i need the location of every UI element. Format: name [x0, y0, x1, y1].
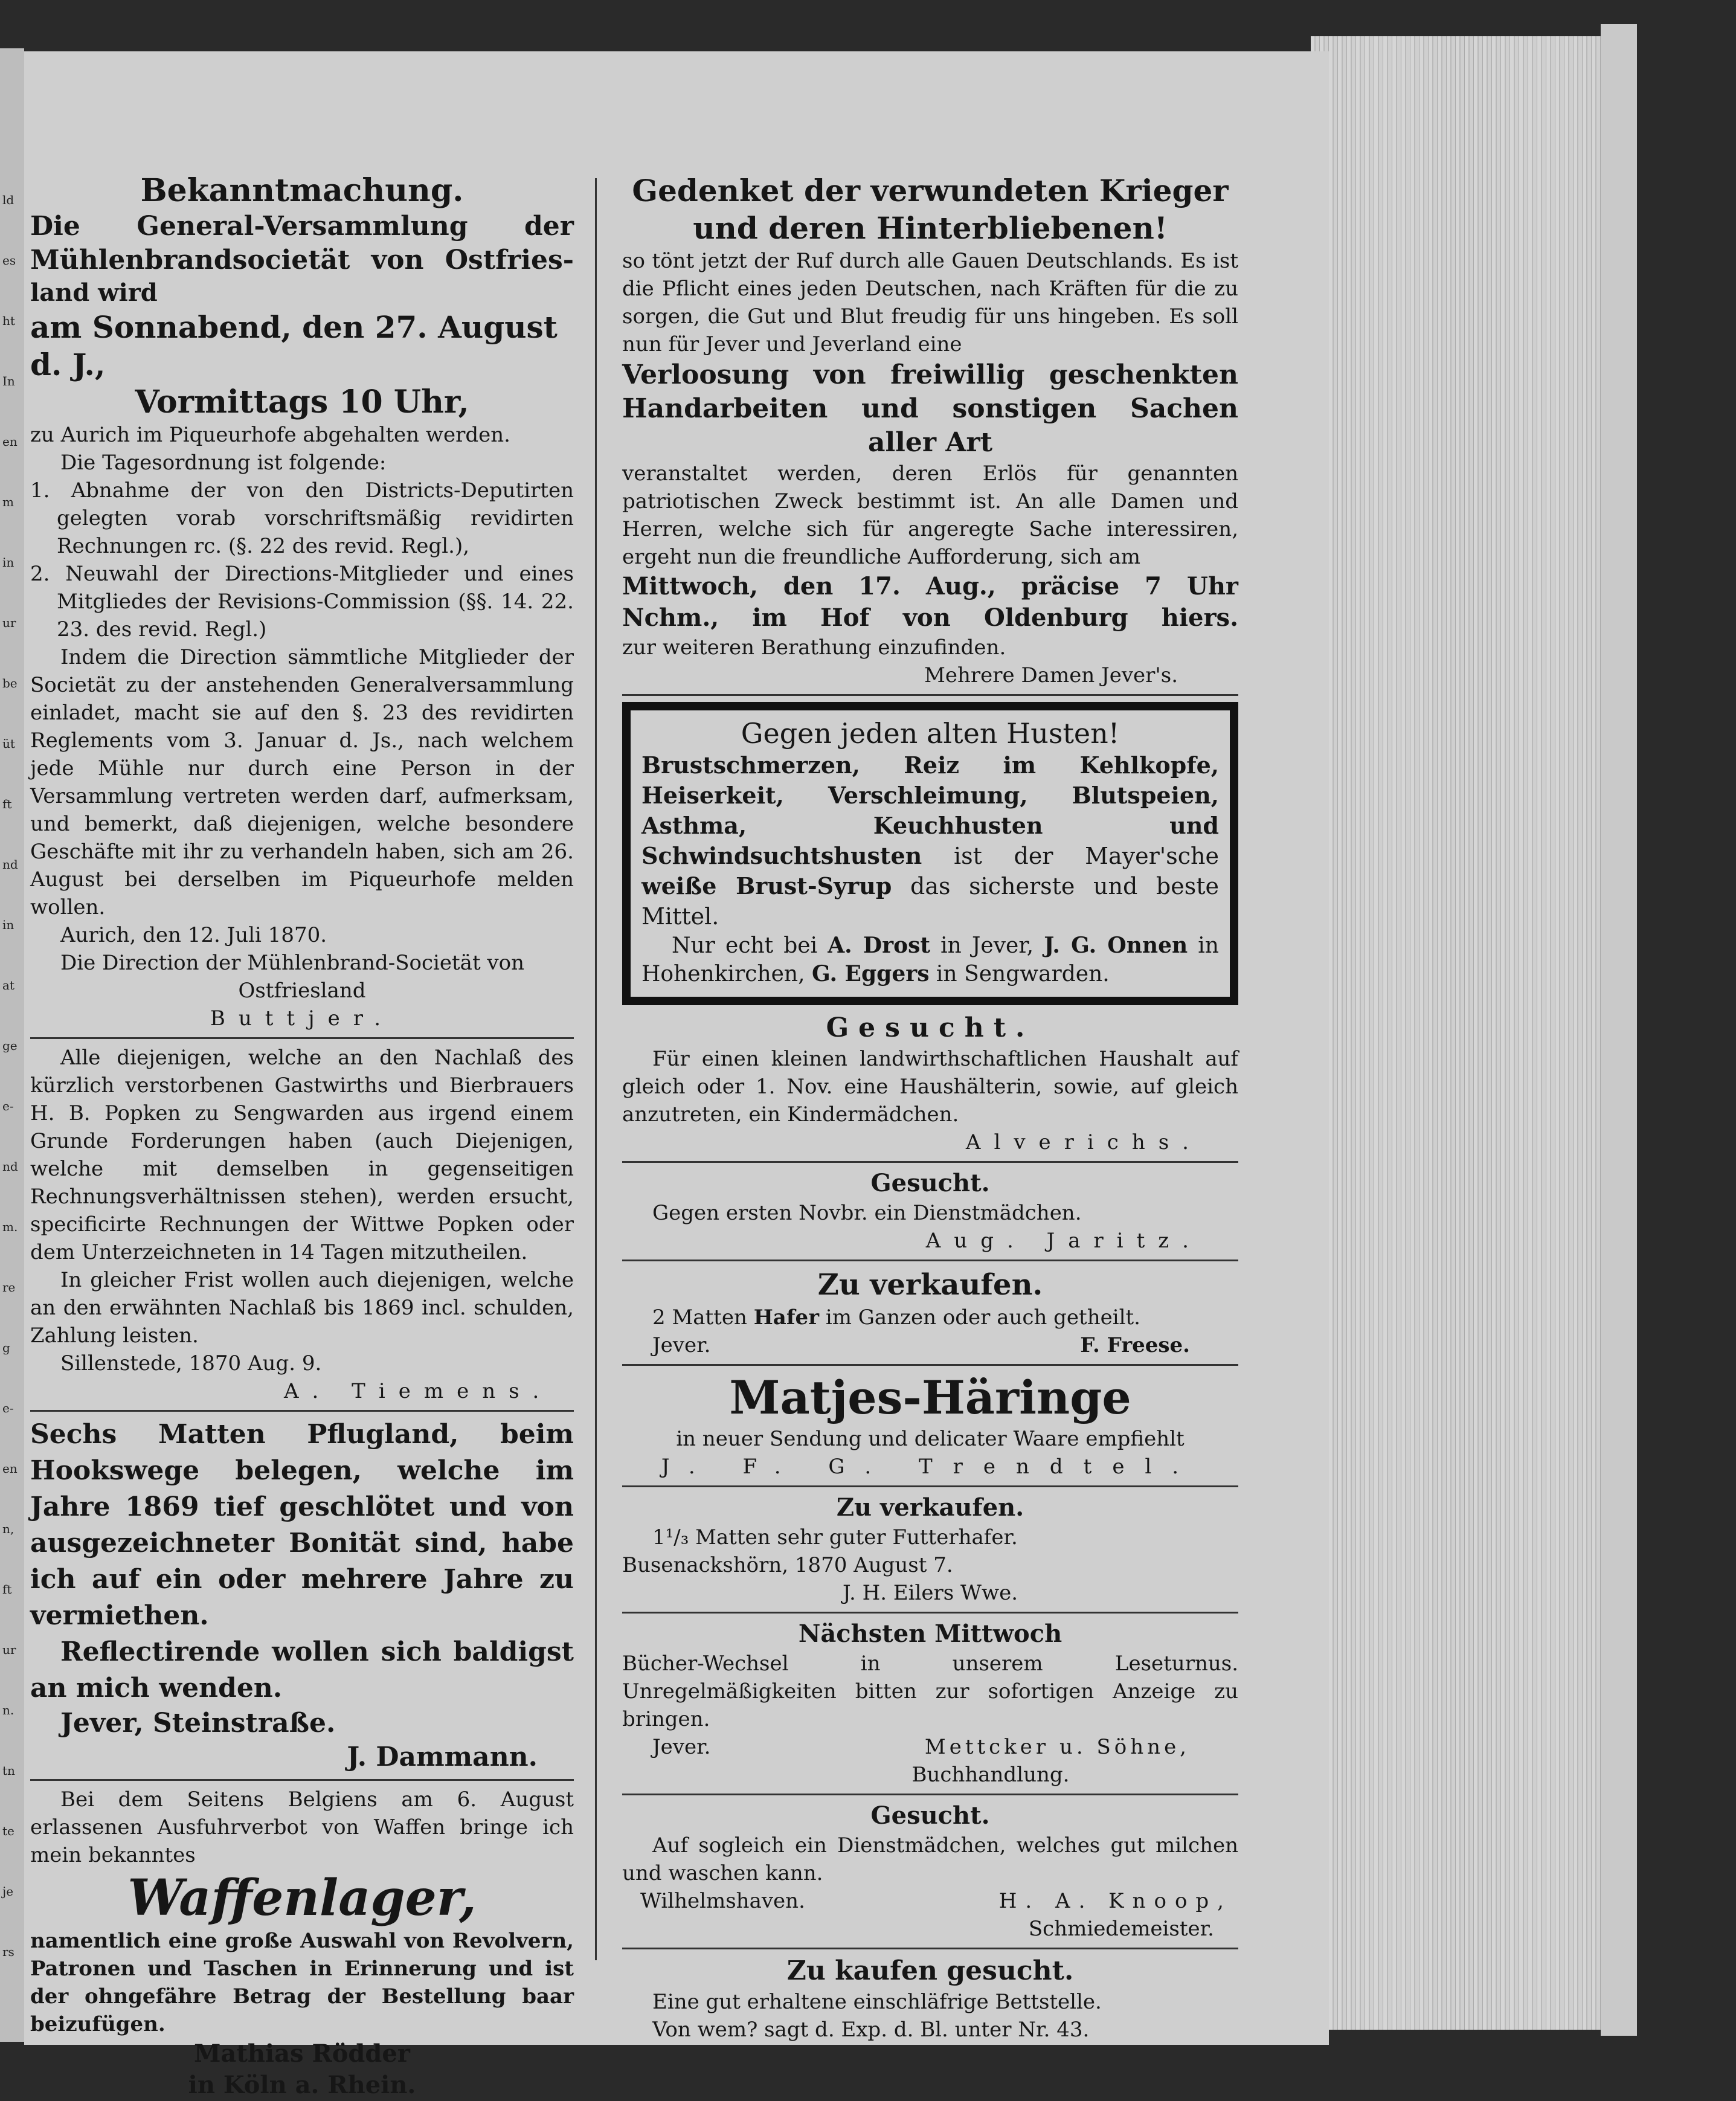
- ad-body: Bücher-Wechsel in unserem Leseturnus. Unregelmäßigkeiten bitten zur sofortigen Anzeige zu bringen.: [622, 1652, 1238, 1731]
- notice-title: Bekanntmachung.: [140, 172, 464, 209]
- ad-title: Zu kaufen gesucht.: [786, 1955, 1074, 1986]
- ad-body: in neuer Sendung und delicater Waare empfiehlt: [676, 1427, 1185, 1451]
- headline: und deren Hinterbliebenen!: [693, 210, 1168, 246]
- margin-fragment: es: [2, 253, 16, 268]
- notice-line: land wird: [30, 278, 158, 307]
- ad-title: Gesucht.: [870, 1801, 990, 1830]
- ad-body: 2 Matten: [652, 1305, 747, 1330]
- ad-title: Zu verkaufen.: [817, 1268, 1043, 1302]
- margin-fragment: at: [2, 978, 14, 993]
- farmland-place: Jever, Steinstraße.: [60, 1708, 336, 1739]
- separator-rule: [30, 1037, 574, 1039]
- margin-fragment: m.: [2, 1220, 18, 1234]
- margin-fragment: ur: [2, 616, 16, 630]
- margin-fragment: m: [2, 495, 14, 509]
- farmland-text: Sechs Matten Pflugland, beim Hookswege belegen, welche im Jahre 1869 tief geschlötet und von ausgezeichneter Bonität sind, habe ich auf ein oder mehrere Jahre zu vermiethen.: [30, 1419, 574, 1631]
- notice-estate: [30, 1044, 574, 1405]
- body-text: zur weiteren Berathung einzufinden.: [622, 635, 1006, 660]
- margin-fragment: te: [2, 1824, 14, 1838]
- ad-wanted-milkmaid: [622, 1800, 1238, 1943]
- ad-herring: [622, 1371, 1238, 1481]
- newspaper-page: [24, 51, 1329, 2099]
- ad-body: Auf sogleich ein Dienstmädchen, welches gut milchen und waschen kann.: [622, 1833, 1238, 1885]
- subheadline: Handarbeiten und sonstigen Sachen: [622, 393, 1238, 424]
- ad-body: Von wem? sagt d. Exp. d. Bl. unter Nr. 43.: [652, 2018, 1090, 2042]
- farmland-text: Reflectirende wollen sich baldigst an mich wenden.: [30, 1636, 574, 1704]
- dealer-name: G. Eggers: [812, 961, 930, 986]
- separator-rule: [622, 1161, 1238, 1163]
- margin-fragment: e-: [2, 1401, 14, 1415]
- ad-place: Wilhelmshaven.: [640, 1889, 805, 1913]
- weapons-signature: in Köln a. Rhein.: [188, 2071, 416, 2099]
- dealer-name: A. Drost: [828, 933, 931, 958]
- ad-signature: H. A. Knoop,: [998, 1889, 1232, 1913]
- estate-signature: A. Tiemens.: [284, 1379, 553, 1403]
- ad-body: im Ganzen oder auch getheilt.: [825, 1305, 1140, 1330]
- margin-fragment: ft: [2, 1582, 12, 1597]
- margin-fragment: In: [2, 374, 15, 388]
- margin-fragment: be: [2, 676, 18, 690]
- dealer-name: J. G. Onnen: [1044, 933, 1188, 958]
- ad-wanted-housekeeper: [622, 1011, 1238, 1156]
- margin-fragment: nd: [2, 1159, 18, 1174]
- ad-farmland: [30, 1417, 574, 1774]
- notice-line: zu Aurich im Piqueurhofe abgehalten werden.: [30, 423, 510, 447]
- agenda-heading: Die Tagesordnung ist folgende:: [60, 451, 387, 475]
- body-text: veranstaltet werden, deren Erlös für genannten patriotischen Zweck bestimmt ist. An alle Damen und Herren, welche sich für angeregte Sache interessiren, ergeht nun die freundliche Aufforderung, sich am: [622, 462, 1238, 569]
- ad-place: Jever.: [652, 1735, 711, 1759]
- ad-wanted-maid: [622, 1168, 1238, 1255]
- farmland-signature: J. Dammann.: [347, 1742, 538, 1772]
- estate-date: Sillenstede, 1870 Aug. 9.: [60, 1351, 322, 1375]
- ad-body-bold: Hafer: [753, 1305, 820, 1330]
- margin-fragment: ht: [2, 314, 15, 328]
- dealer-place: in Sengwarden.: [936, 962, 1110, 986]
- agenda-item: 2. Neuwahl der Directions-Mitglieder und eines Mitgliedes der Revisions-Commission (§§. 14. 22. 23. des revid. Regl.): [30, 562, 574, 642]
- ad-signature: J. H. Eilers Wwe.: [842, 1581, 1018, 1605]
- margin-fragment: in: [2, 555, 14, 570]
- ad-signature: Buchhandlung.: [911, 1763, 1070, 1787]
- notice-signature: Die Direction der Mühlenbrand-Societät von: [60, 951, 524, 975]
- ad-title: Nächsten Mittwoch: [798, 1620, 1062, 1648]
- margin-fragment: en: [2, 1461, 18, 1476]
- ad-signature: Alverichs.: [965, 1130, 1202, 1154]
- margin-fragment: n,: [2, 1522, 14, 1536]
- notice-line: Mühlenbrandsocietät von Ostfries-: [30, 245, 574, 275]
- dealer-place: in Jever,: [940, 933, 1034, 958]
- separator-rule: [622, 694, 1238, 696]
- signature: Mehrere Damen Jever's.: [924, 663, 1178, 687]
- event-date: Mittwoch, den 17. Aug., präcise 7 Uhr: [622, 572, 1238, 600]
- ad-body: Für einen kleinen landwirthschaftlichen Haushalt auf gleich oder 1. Nov. eine Haushälterin, sowie, auf gleich anzutreten, ein Kindermädchen.: [622, 1047, 1238, 1127]
- ad-signature: Aug. Jaritz.: [925, 1229, 1202, 1253]
- syrup-title: Gegen jeden alten Husten!: [741, 717, 1120, 750]
- margin-fragment: ge: [2, 1038, 18, 1053]
- ad-title: Matjes-Häringe: [729, 1371, 1131, 1424]
- estate-body: In gleicher Frist wollen auch diejenigen, welche an den erwähnten Nachlaß bis 1869 incl. schulden, Zahlung leisten.: [30, 1268, 574, 1348]
- separator-rule: [622, 1948, 1238, 1949]
- ad-body: 1¹/₃ Matten sehr guter Futterhafer.: [652, 1525, 1018, 1549]
- notice-signature: Buttjer.: [210, 1006, 394, 1031]
- left-column: [30, 172, 574, 2101]
- notice-body: Indem die Direction sämmtliche Mitglieder der Societät zu der anstehenden Generalversammlung einladet, macht sie auf den §. 23 des revidirten Reglements vom 3. Januar d. Js., nach welchem jede Mühle nur durch eine Person in der Versammlung vertreten werden darf, aufmerksam, und bemerkt, daß diejenigen, welche besondere Geschäfte mit ihr zu verhandeln haben, sich am 26. August bei derselben im Piqueurhofe melden wollen.: [30, 645, 574, 919]
- headline: Gedenket der verwundeten Krieger: [632, 173, 1229, 208]
- ad-wanted-bed: [622, 1954, 1238, 2044]
- margin-fragment: in: [2, 918, 14, 932]
- previous-page-edge: [0, 48, 24, 2042]
- ad-signature: Schmiedemeister.: [1028, 1917, 1214, 1941]
- event-location: Nchm., im Hof von Oldenburg hiers.: [622, 603, 1238, 632]
- right-column: [622, 172, 1238, 2044]
- margin-fragment: en: [2, 434, 18, 449]
- margin-fragment: n.: [2, 1703, 14, 1717]
- margin-fragment: ur: [2, 1643, 16, 1657]
- agenda-item: 1. Abnahme der von den Districts-Deputirten gelegten vorab vorschriftsmäßig revidirten Rechnungen rc. (§. 22 des revid. Regl.),: [30, 478, 574, 558]
- weapons-body: Bei dem Seitens Belgiens am 6. August erlassenen Ausfuhrverbot von Waffen bringe ich mein bekanntes: [30, 1787, 574, 1867]
- dealer-place: in Hohenkirchen,: [641, 933, 1219, 986]
- book-page-edges: [1311, 36, 1613, 2030]
- symptoms-list: Brustschmerzen, Reiz im Kehlkopfe, Heiserkeit, Verschleimung, Blutspeien, Asthma, Keuchhusten und Schwindsuchtshusten: [641, 751, 1219, 869]
- ad-signature: Mettcker u. Söhne,: [924, 1735, 1190, 1759]
- ad-book-exchange: [622, 1618, 1238, 1789]
- dealers-label: Nur echt bei: [672, 933, 818, 958]
- weapons-signature: Mathias Rödder: [194, 2039, 410, 2068]
- notice-line: Die General-Versammlung der: [30, 211, 574, 242]
- margin-fragment: üt: [2, 736, 15, 751]
- separator-rule: [622, 1485, 1238, 1487]
- subheadline: aller Art: [867, 427, 993, 458]
- ad-feed-oats: [622, 1492, 1238, 1607]
- syrup-text: das sicherste und beste Mittel.: [641, 873, 1220, 930]
- margin-fragment: nd: [2, 857, 18, 872]
- ad-title: Gesucht.: [826, 1012, 1035, 1043]
- ad-body: Gegen ersten Novbr. ein Dienstmädchen.: [652, 1201, 1082, 1225]
- separator-rule: [622, 1260, 1238, 1261]
- margin-fragment: g: [2, 1340, 10, 1355]
- estate-body: Alle diejenigen, welche an den Nachlaß des kürzlich verstorbenen Gastwirths und Bierbrauers H. B. Popken zu Sengwarden aus irgend einem Grunde Forderungen haben (auch Diejenigen, welche mit demselben in gegenseitigen Rechnungsverhältnissen stehen), werden ersucht, specificirte Rechnungen der Wittwe Popken oder dem Unterzeichneten in 14 Tagen mitzutheilen.: [30, 1046, 574, 1264]
- ad-cough-syrup: [622, 702, 1238, 1005]
- margin-fragment: ft: [2, 797, 12, 811]
- syrup-text: ist der Mayer'sche: [953, 843, 1219, 869]
- ad-body: Eine gut erhaltene einschläfrige Bettstelle.: [652, 1990, 1102, 2014]
- ad-place: Jever.: [652, 1333, 711, 1357]
- ad-title: Zu verkaufen.: [836, 1493, 1024, 1522]
- body-text: so tönt jetzt der Ruf durch alle Gauen Deutschlands. Es ist die Pflicht eines jeden Deutschen, nach Kräften für die zu sorgen, die Gut und Blut freudig für uns hingeben. Es soll nun für Jever und Jeverland eine: [622, 249, 1238, 356]
- margin-fragment: re: [2, 1280, 16, 1295]
- margin-fragment: rs: [2, 1945, 14, 1959]
- meeting-time: Vormittags 10 Uhr,: [135, 384, 469, 420]
- notice-signature: Ostfriesland: [238, 979, 366, 1003]
- separator-rule: [30, 1779, 574, 1781]
- margin-fragment: je: [2, 1884, 14, 1899]
- weapons-headline: Waffenlager,: [127, 1869, 477, 1927]
- ad-oats-sale: [622, 1266, 1238, 1359]
- margin-fragment: tn: [2, 1763, 15, 1778]
- ad-body: Busenackshörn, 1870 August 7.: [622, 1553, 953, 1577]
- separator-rule: [622, 1612, 1238, 1614]
- ad-weapons: [30, 1786, 574, 2101]
- column-divider: [595, 178, 597, 1960]
- weapons-body: namentlich eine große Auswahl von Revolvern, Patronen und Taschen in Erinnerung und ist der ohngefähre Betrag der Bestellung baar beizufügen.: [30, 1929, 574, 2036]
- margin-fragment: ld: [2, 193, 14, 207]
- subheadline: Verloosung von freiwillig geschenkten: [622, 359, 1238, 390]
- product-name: weiße Brust-Syrup: [641, 872, 892, 899]
- separator-rule: [30, 1410, 574, 1412]
- notice-general-assembly: [30, 172, 574, 1032]
- notice-date: Aurich, den 12. Juli 1870.: [60, 923, 327, 947]
- separator-rule: [622, 1364, 1238, 1366]
- ad-wounded-soldiers: [622, 172, 1238, 689]
- separator-rule: [622, 1794, 1238, 1795]
- ad-signature: J. F. G. Trendtel.: [661, 1455, 1200, 1479]
- margin-fragment: e-: [2, 1099, 14, 1113]
- ad-title: Gesucht.: [870, 1169, 990, 1197]
- ad-signature: F. Freese.: [1080, 1333, 1190, 1357]
- meeting-date: am Sonnabend, den 27. August d. J.,: [30, 309, 558, 382]
